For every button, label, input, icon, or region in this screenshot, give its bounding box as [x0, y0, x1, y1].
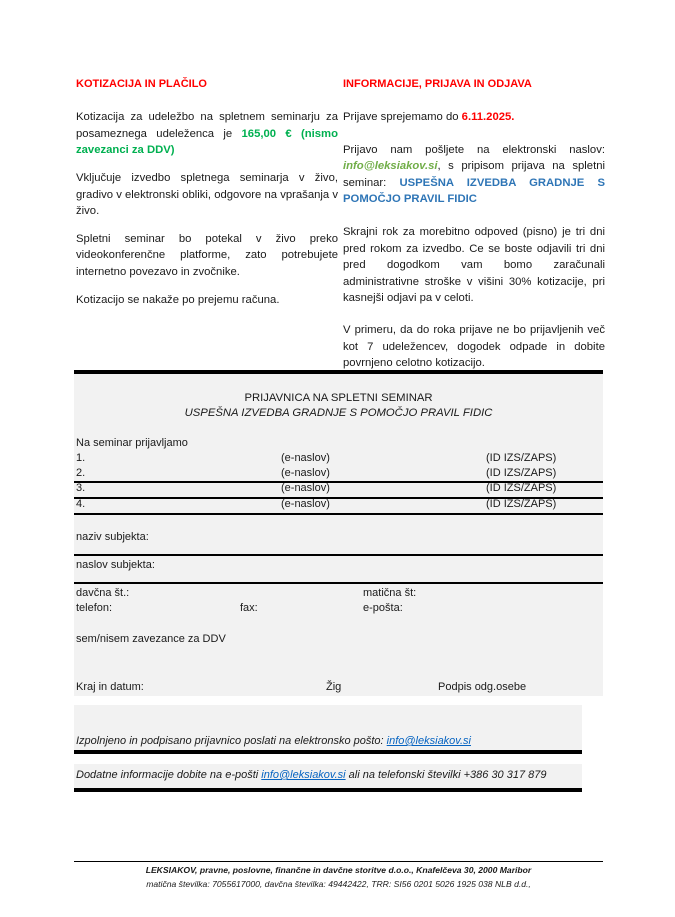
info-note-text-2: ali na telefonski številki +386 30 317 879 [345, 769, 547, 781]
registration-email-link[interactable]: info@leksiakov.si [343, 160, 438, 173]
participant-id-field[interactable]: (ID IZS/ZAPS) [486, 498, 557, 510]
registration-text: Prijavo nam pošljete na elektronski naslov: [343, 143, 605, 156]
participants-label: Na seminar prijavljamo [76, 437, 188, 449]
participant-id-field[interactable]: (ID IZS/ZAPS) [486, 452, 557, 464]
participant-email-field[interactable]: (e-naslov) [281, 452, 330, 464]
cancellation-paragraph: Skrajni rok za morebitno odpoved (pisno) je tri dni pred rokom za izvedbo. Ce se boste odjavili tri dni pred dogodkom vam bomo zaračunali administrativne stroške v višini 30% kotizacije, pri kasnejši odjavi pa v celoti. [343, 226, 605, 305]
stamp-label: Žig [326, 681, 342, 693]
vat-status-field[interactable]: sem/nisem zavezance za DDV [76, 633, 226, 645]
fee-text: Kotizacija za udeležbo na spletnem seminarju za posameznega udeleženca je [76, 111, 338, 140]
fee-paragraph [76, 109, 338, 158]
info-note-box [74, 764, 582, 792]
submit-email-link[interactable]: info@leksiakov.si [386, 735, 471, 747]
submit-note-box [74, 705, 582, 754]
section-heading-informacije: INFORMACIJE, PRIJAVA IN ODJAVA [343, 78, 532, 90]
form-title: PRIJAVNICA NA SPLETNI SEMINAR [244, 392, 433, 404]
subject-name-field[interactable]: naziv subjekta: [76, 531, 149, 543]
registration-paragraph [343, 142, 605, 208]
deadline-text: Prijave sprejemamo do [343, 111, 462, 124]
divider [74, 554, 603, 556]
participant-email-field[interactable]: (e-naslov) [281, 498, 330, 510]
info-note-text: Dodatne informacije dobite na e-pošti [76, 769, 262, 781]
section-heading-kotizacija: KOTIZACIJA IN PLAČILO [76, 78, 207, 90]
participant-id-field[interactable]: (ID IZS/ZAPS) [486, 482, 557, 494]
left-column [76, 76, 338, 319]
payment-paragraph: Kotizacijo se nakaže po prejemu računa. [76, 293, 280, 306]
fax-field[interactable]: fax: [240, 602, 258, 614]
tax-number-field[interactable]: davčna št.: [76, 587, 130, 599]
footer-company: LEKSIAKOV, pravne, poslovne, finančne in davčne storitve d.o.o., Knafelčeva 30, 2000 Maribor [145, 865, 532, 875]
registration-number-field[interactable]: matična št: [363, 587, 417, 599]
participant-email-field[interactable]: (e-naslov) [281, 482, 330, 494]
deadline-date: 6.11.2025. [461, 111, 515, 124]
place-date-field[interactable]: Kraj in datum: [76, 681, 144, 693]
submit-note [76, 735, 471, 747]
deadline-paragraph [343, 109, 605, 125]
phone-field[interactable]: telefon: [76, 602, 113, 614]
participant-number: 3. [76, 482, 86, 494]
signature-field[interactable]: Podpis odg.osebe [438, 681, 527, 693]
fee-price: 165,00 € (nismo zavezanci za DDV) [76, 127, 338, 157]
registration-text-2: , s pripisom prijava na spletni seminar: [343, 160, 605, 189]
includes-paragraph: Vključuje izvedbo spletnega seminarja v živo, gradivo v elektronski obliki, odgovore na vprašanja v živo. [76, 172, 338, 217]
subject-address-field[interactable]: naslov subjekta: [76, 559, 155, 571]
info-email-link[interactable]: info@leksiakov.si [261, 769, 346, 781]
email-field[interactable]: e-pošta: [363, 602, 403, 614]
divider [74, 513, 603, 515]
seminar-title: USPEŠNA IZVEDBA GRADNJE S POMOČJO PRAVIL FIDIC [343, 176, 605, 206]
platform-paragraph: Spletni seminar bo potekal v živo preko videokonferenčne platforme, zato potrebujete internetno povezavo in zvočnike. [76, 232, 338, 278]
participant-number: 2. [76, 467, 86, 479]
minimum-participants-paragraph: V primeru, da do roka prijave ne bo prijavljenih več kot 7 udeležencev, dogodek odpade in dobite povrnjeno celotno kotizacijo. [343, 324, 605, 370]
divider [74, 582, 603, 584]
participant-id-field[interactable]: (ID IZS/ZAPS) [486, 467, 557, 479]
participant-email-field[interactable]: (e-naslov) [281, 467, 330, 479]
right-column [343, 76, 605, 383]
footer-registration: matična številka: 7055617000, davčna številka: 49442422, TRR: SI56 0201 5026 1925 038 NLB d.d., [146, 879, 531, 889]
footer-divider [74, 861, 603, 862]
participant-number: 4. [76, 498, 86, 510]
participant-number: 1. [76, 452, 86, 464]
info-note [76, 769, 547, 781]
registration-form [74, 370, 603, 696]
form-subtitle: USPEŠNA IZVEDBA GRADNJE S POMOČJO PRAVIL FIDIC [184, 407, 493, 419]
submit-note-text: Izpolnjeno in podpisano prijavnico poslati na elektronsko pošto: [76, 735, 387, 747]
